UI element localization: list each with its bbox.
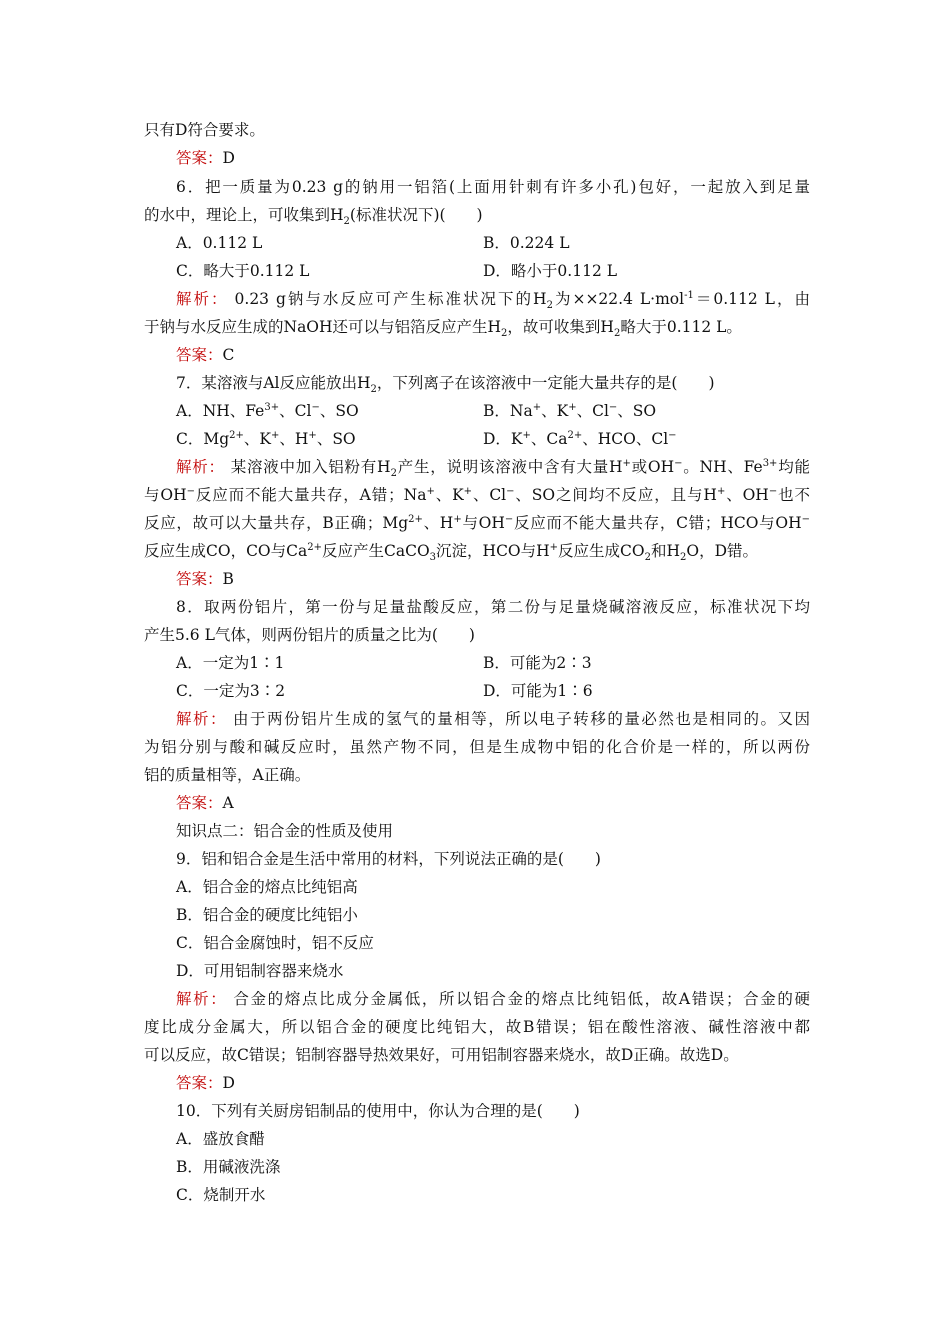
answer-line: 答案：D xyxy=(176,149,235,167)
option-a: A．0.112 L xyxy=(176,234,263,252)
text-line: 只有D符合要求。 xyxy=(144,121,265,139)
analysis-label: 解析： xyxy=(176,458,225,476)
answer-line: 答案：B xyxy=(176,570,234,588)
analysis-line: 度比成分金属大，所以铝合金的硬度比纯铝大，故B错误；铝在酸性溶液、碱性溶液中都 xyxy=(144,1018,810,1036)
option-d: D．K+、$Ca^{2+}$、HCO、Cl− xyxy=(483,429,677,448)
answer-line: 答案：D xyxy=(176,1074,235,1092)
option-row xyxy=(176,650,810,676)
analysis-label: 解析： xyxy=(176,710,228,728)
answer-label: 答案： xyxy=(176,794,223,812)
question-6-line: 的水中，理论上，可收集到$H_2$(标准状况下)( ) xyxy=(144,206,483,228)
question-6-line: 6．把一质量为0.23 g的钠用一铝箔(上面用针刺有许多小孔)包好，一起放入到足量 xyxy=(176,178,810,196)
option-row xyxy=(176,230,810,256)
answer-line: 答案：A xyxy=(176,794,234,812)
option-c: C．一定为3∶2 xyxy=(176,682,286,700)
analysis-line: 与OH−反应而不能大量共存，A错；Na+、K+、Cl−、SO之间均不反应，且与H+、OH−也不 xyxy=(144,485,810,504)
answer-label: 答案： xyxy=(176,570,223,588)
analysis-line: 铝的质量相等，A正确。 xyxy=(144,766,311,784)
option-c: C．铝合金腐蚀时，铝不反应 xyxy=(176,934,374,952)
option-b: B．Na+、K+、Cl−、SO xyxy=(483,401,657,420)
option-c: C．略大于0.112 L xyxy=(176,262,310,280)
option-row xyxy=(176,258,810,284)
analysis-label: 解析： xyxy=(176,990,228,1008)
option-a: A．NH、$Fe^{3+}$、Cl−、SO xyxy=(176,401,359,420)
option-b: B．铝合金的硬度比纯铝小 xyxy=(176,906,358,924)
option-c: C．烧制开水 xyxy=(176,1186,266,1204)
question-10-line: 10．下列有关厨房铝制品的使用中，你认为合理的是( ) xyxy=(176,1102,580,1120)
option-a: A．盛放食醋 xyxy=(176,1130,265,1148)
option-a: A．铝合金的熔点比纯铝高 xyxy=(176,878,358,896)
option-c: C．$Mg^{2+}$、K+、H+、SO xyxy=(176,429,356,448)
option-d: D．可能为1∶6 xyxy=(483,682,593,700)
option-a: A．一定为1∶1 xyxy=(176,654,285,672)
analysis-line: 反应，故可以大量共存，B正确；$Mg^{2+}$、H+与OH−反应而不能大量共存，C错；HCO与OH− xyxy=(144,513,811,532)
option-d: D．略小于0.112 L xyxy=(483,262,618,280)
option-b: B．用碱液洗涤 xyxy=(176,1158,281,1176)
question-7-line: 7．某溶液与Al反应能放出$H_2$，下列离子在该溶液中一定能大量共存的是( ) xyxy=(176,374,715,396)
analysis-line: 可以反应，故C错误；铝制容器导热效果好，可用铝制容器来烧水，故D正确。故选D。 xyxy=(144,1046,739,1064)
question-8-line: 8．取两份铝片，第一份与足量盐酸反应，第二份与足量烧碱溶液反应，标准状况下均 xyxy=(176,598,810,616)
answer-label: 答案： xyxy=(176,149,223,167)
answer-label: 答案： xyxy=(176,346,223,364)
answer-label: 答案： xyxy=(176,1074,223,1092)
analysis-line: 解析： 0.23 g钠与水反应可产生标准状况下的$H_2$为××22.4 L·mol$^{-1}$＝0.112 L，由 xyxy=(176,289,810,312)
answer-line: 答案：C xyxy=(176,346,235,364)
option-row xyxy=(176,426,810,452)
analysis-line: 反应生成CO，CO与$Ca^{2+}$反应产生CaCO$_3$沉淀，HCO与H+反应生成$CO_2$和$H_2O$，D错。 xyxy=(144,541,759,564)
option-d: D．可用铝制容器来烧水 xyxy=(176,962,344,980)
question-9-line: 9．铝和铝合金是生活中常用的材料，下列说法正确的是( ) xyxy=(176,850,601,868)
analysis-label: 解析： xyxy=(176,290,229,308)
analysis-line: 解析： 由于两份铝片生成的氢气的量相等，所以电子转移的量必然也是相同的。又因 xyxy=(176,710,810,728)
analysis-line: 解析： 某溶液中加入铝粉有$H_2$产生，说明该溶液中含有大量H+或OH−。NH、$Fe^{3+}$均能 xyxy=(176,457,810,480)
analysis-line: 解析： 合金的熔点比成分金属低，所以铝合金的熔点比纯铝低，故A错误；合金的硬 xyxy=(176,990,810,1008)
analysis-line: 于钠与水反应生成的NaOH还可以与铝箔反应产生$H_2$，故可收集到$H_2$略大于0.112 L。 xyxy=(144,318,742,340)
section-heading: 知识点二：铝合金的性质及使用 xyxy=(176,822,394,840)
question-8-line: 产生5.6 L气体，则两份铝片的质量之比为( ) xyxy=(144,626,475,644)
option-row xyxy=(176,678,810,704)
option-b: B．0.224 L xyxy=(483,234,570,252)
option-row xyxy=(176,398,810,424)
analysis-line: 为铝分别与酸和碱反应时，虽然产物不同，但是生成物中铝的化合价是一样的，所以两份 xyxy=(144,738,810,756)
option-b: B．可能为2∶3 xyxy=(483,654,592,672)
